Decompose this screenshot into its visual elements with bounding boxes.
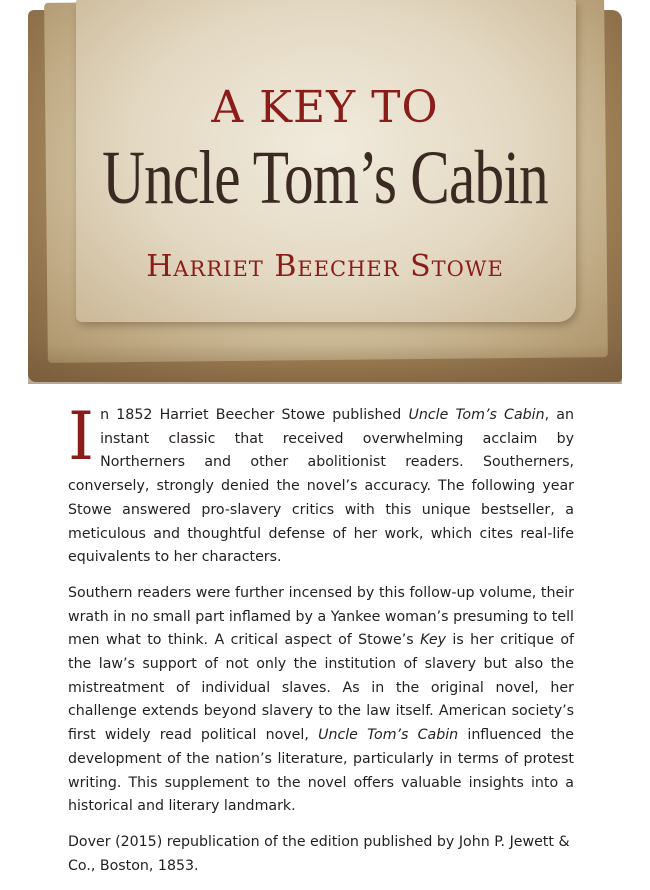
- p1-italic-title: Uncle Tom’s Cabin: [408, 407, 545, 423]
- book-description: [68, 398, 574, 890]
- cover-kicker: A KEY TO: [211, 82, 439, 133]
- p1-text-a: n 1852 Harriet Beecher Stowe published: [100, 407, 409, 423]
- drop-cap: I: [68, 398, 95, 475]
- p1-text-b: , an instant classic that received overwhelming acclaim by Northerners and other abolitionist readers. Southerners, conversely, strongly denied the novel’s accuracy. The following year Stowe answered pro-slavery critics with this unique bestseller, a meticulous and thoughtful defense of her work, which cites real-life equivalents to her characters.: [68, 407, 574, 566]
- p2-text-c: influenced the development of the nation’s literature, particularly in terms of protest writing. This supplement to the novel offers valuable insights into a historical and literary landmark.: [68, 727, 574, 815]
- cover-text-block: [28, 0, 622, 384]
- p2-text-b: is her critique of the law’s support of not only the institution of slavery but also the mistreatment of individual slaves. As in the original novel, her challenge extends beyond slavery to the law itself. American society’s first widely read political novel,: [68, 632, 574, 744]
- p2-italic-key: Key: [420, 632, 446, 649]
- description-paragraph-1: [68, 398, 574, 570]
- publication-note: Dover (2015) republication of the edition published by John P. Jewett & Co., Boston, 1853.: [68, 833, 570, 874]
- book-author: Harriet Beecher Stowe: [146, 249, 504, 284]
- book-title: Uncle Tom’s Cabin: [102, 136, 548, 220]
- cover-image: [28, 0, 622, 384]
- p2-italic-title: Uncle Tom’s Cabin: [318, 727, 459, 744]
- p2-text-a: Southern readers were further incensed by this follow-up volume, their wrath in no small part inflamed by a Yankee woman’s presuming to tell men what to think. A critical aspect of Stowe’s: [68, 584, 574, 649]
- description-paragraph-2: [68, 582, 574, 819]
